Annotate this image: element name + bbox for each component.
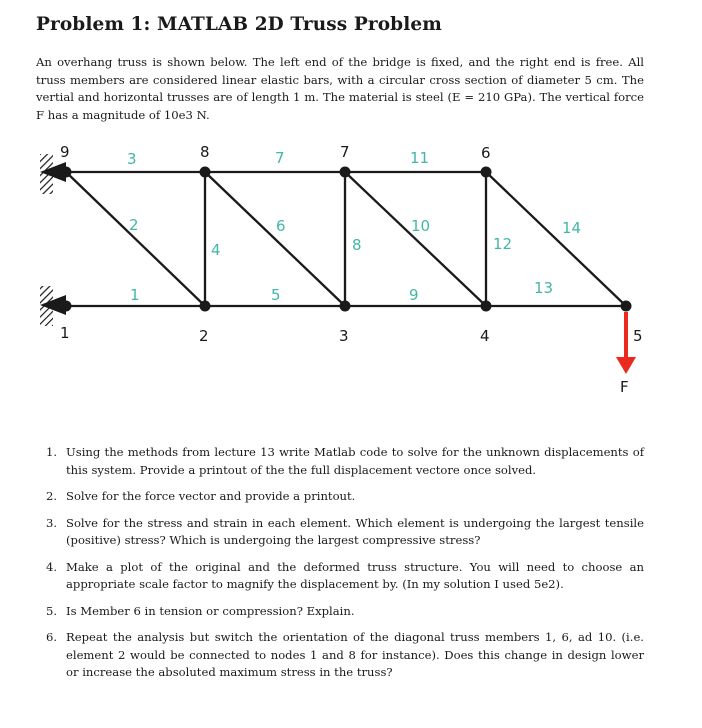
node-label-9: 9 <box>60 143 70 161</box>
member-label-7: 7 <box>275 149 285 167</box>
question-text: Solve for the stress and strain in each element. Which element is undergoing the largest tensile (positive) stress? Which is undergoing the largest compressive stress? <box>66 515 644 547</box>
question-number: 2. <box>46 489 58 503</box>
question-text: Is Member 6 in tension or compression? Explain. <box>66 603 355 618</box>
question-item <box>46 559 644 594</box>
member-label-10: 10 <box>411 217 431 235</box>
member-label-6: 6 <box>276 217 286 235</box>
problem-description: An overhang truss is shown below. The left end of the bridge is fixed, and the right end is free. All truss members are considered linear elastic bars, with a circular cross section of diameter 5 cm. The vertial and horizontal trusses are of length 1 m. The material is steel (E = 210 GPa). The vertical force F has a magnitude of 10e3 N. <box>36 55 644 122</box>
truss-diagram <box>0 130 702 400</box>
node-label-6: 6 <box>481 144 491 162</box>
question-number: 6. <box>46 630 58 644</box>
question-number: 4. <box>46 559 58 574</box>
member-label-4: 4 <box>211 241 221 259</box>
node-label-1: 1 <box>60 324 70 342</box>
joint-9 <box>61 167 72 178</box>
member-label-12: 12 <box>493 235 513 253</box>
question-item <box>46 488 644 506</box>
node-label-5: 5 <box>633 327 643 345</box>
node-label-3: 3 <box>339 327 349 345</box>
joint-4 <box>481 301 492 312</box>
member-label-1: 1 <box>130 286 140 304</box>
joint-6 <box>481 167 492 178</box>
joint-8 <box>200 167 211 178</box>
node-label-4: 4 <box>480 327 490 345</box>
member-label-13: 13 <box>534 279 554 297</box>
question-text: Solve for the force vector and provide a printout. <box>66 489 356 503</box>
node-label-8: 8 <box>200 143 210 161</box>
question-text: Make a plot of the original and the deformed truss structure. You will need to choose an appropriate scale factor to magnify the displacement by. (In my solution I used 5e2). <box>66 559 644 591</box>
question-number: 3. <box>46 515 58 530</box>
member-label-3: 3 <box>127 150 137 168</box>
question-text: Repeat the analysis but switch the orientation of the diagonal truss members 1, 6, ad 10. (i.e. element 2 would be connected to nodes 1 and 8 for instance). Does this change in design lower or increase the absoluted maximum stress in the truss? <box>66 630 644 679</box>
node-label-7: 7 <box>340 143 350 161</box>
question-item <box>46 629 644 682</box>
question-number: 5. <box>46 603 58 618</box>
joint-7 <box>340 167 351 178</box>
member-label-8: 8 <box>352 236 362 254</box>
member-label-11: 11 <box>410 149 430 167</box>
question-item <box>46 515 644 550</box>
member-label-9: 9 <box>409 286 419 304</box>
joint-2 <box>200 301 211 312</box>
question-item <box>46 603 644 621</box>
question-text: Using the methods from lecture 13 write Matlab code to solve for the unknown displacements of this system. Provide a printout of the the full displacement vectore once solved. <box>66 445 644 477</box>
joint-3 <box>340 301 351 312</box>
problem-title: Problem 1: MATLAB 2D Truss Problem <box>36 14 442 35</box>
question-item <box>46 444 644 479</box>
question-list <box>46 444 644 691</box>
member-label-5: 5 <box>271 286 281 304</box>
question-number: 1. <box>46 445 58 459</box>
joint-1 <box>61 301 72 312</box>
node-label-2: 2 <box>199 327 209 345</box>
member-label-2: 2 <box>129 216 139 234</box>
member-label-14: 14 <box>562 219 582 237</box>
joint-5 <box>621 301 632 312</box>
force-label: F <box>620 378 629 396</box>
